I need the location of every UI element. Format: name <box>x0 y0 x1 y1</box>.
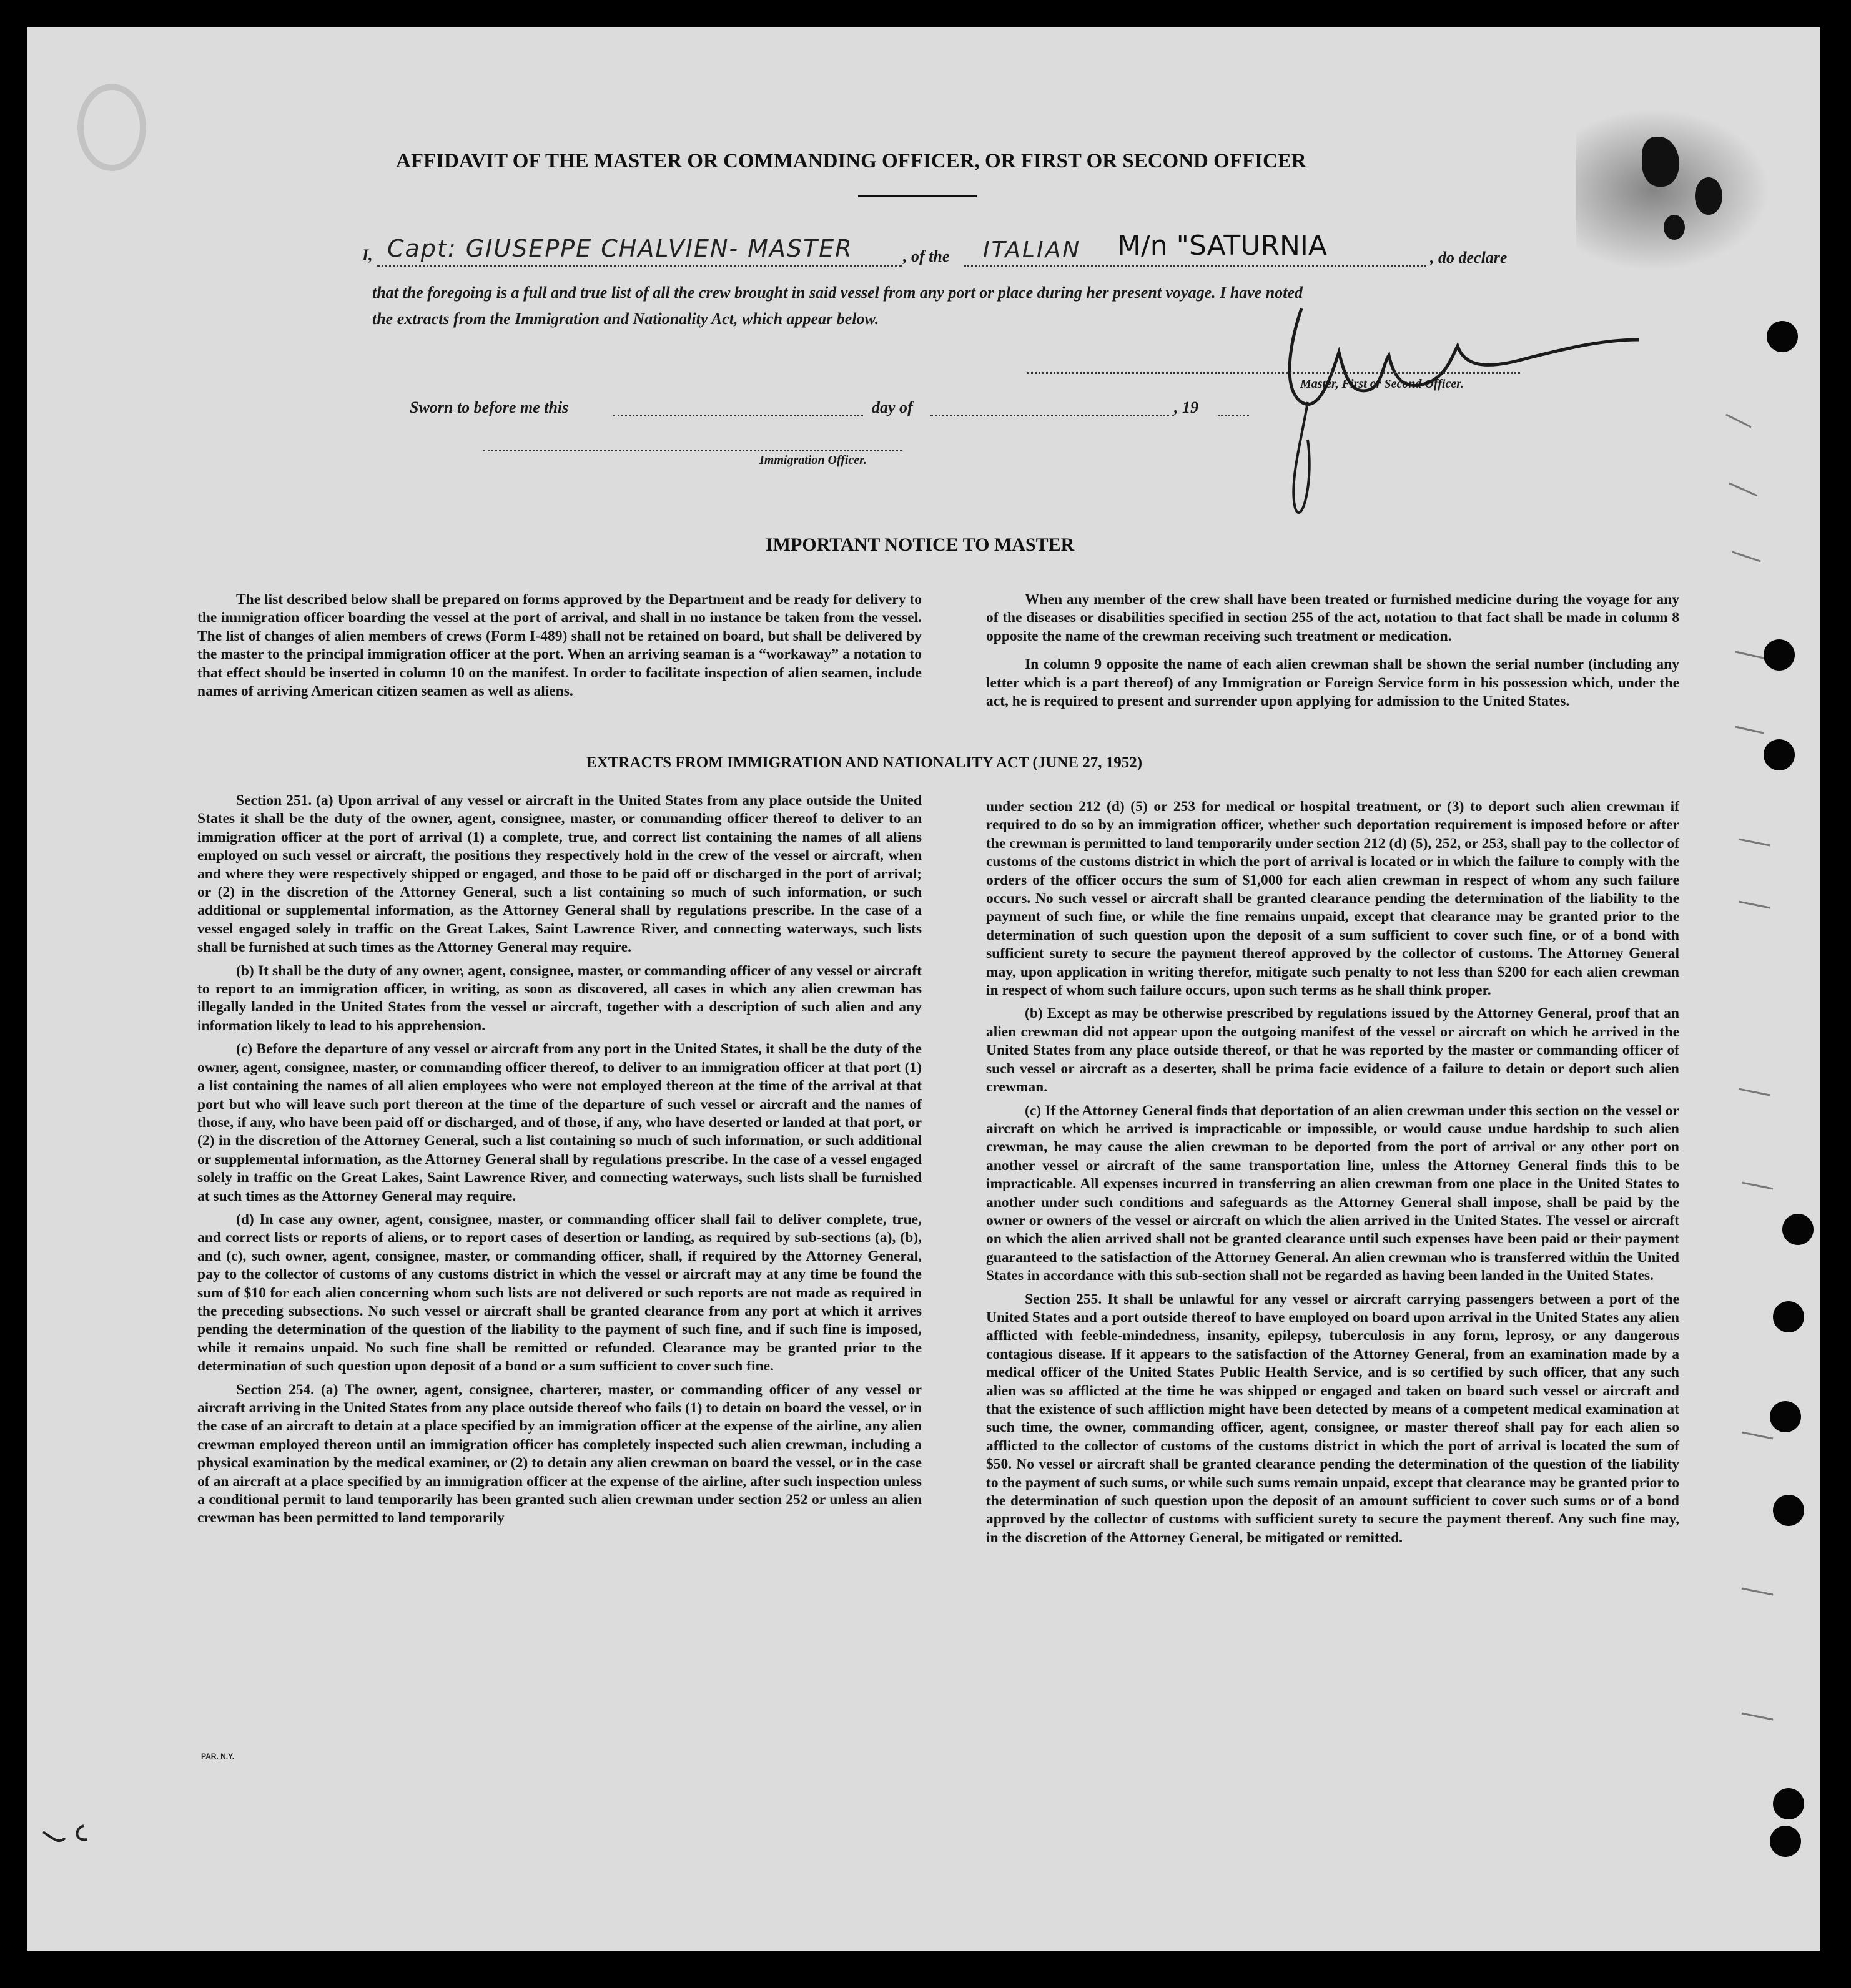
sworn-before-label: Sworn to before me this <box>410 398 569 416</box>
year-prefix: , 19 <box>1174 398 1198 416</box>
extracts-right-column <box>986 798 1679 1552</box>
section-254-b: (b) Except as may be otherwise prescribed by regulations issued by the Attorney General, proof that an alien crewman did not appear upon the outgoing manifest of the vessel or aircraft on which he arrived in the United States from any place outside thereof, or that he was reported by the master or commanding officer of such vessel or aircraft as a deserter, shall be prima facie evidence of a failure to detain or deport such alien crewman. <box>986 1005 1679 1096</box>
section-255: Section 255. It shall be unlawful for any vessel or aircraft carrying passengers between a port of the United States and a port outside thereof to have employed on board upon arrival in the United States any alien afflicted with feeble-mindedness, insanity, epilepsy, tuberculosis in any form, leprosy, or any dangerous contagious disease. If it appears to the satisfaction of the Attorney General, from an examination made by a medical officer of the United States Public Health Service, and is so certified by such officer, that any such alien was so afflicted at the time he was shipped or engaged and taken on board such vessel or aircraft and that the existence of such affliction might have been detected by means of a competent medical examination at such time, the owner, commanding officer, agent, consignee, or master thereof shall pay for each alien so afflicted to the collector of customs of the customs district in which the port of arrival is located the sum of $50. No vessel or aircraft shall be granted clearance pending the determination of the question of the liability to the payment of such sums, or while such sums remain unpaid, except that clearance may be granted prior to the determination of such question upon the deposit of an amount sufficient to cover such sums or of a bond approved by the collector of customs with sufficient surety to secure the payment thereof. Any such fine may, in the discretion of the Attorney General, be mitigated or remitted. <box>986 1291 1679 1546</box>
signature-line <box>1027 372 1520 374</box>
declaration-line-1: that the foregoing is a full and true list of all the crew brought in said vessel from any port or place during her present voyage. I have noted <box>372 283 1303 302</box>
section-251-b: (b) It shall be the duty of any owner, agent, consignee, master, or commanding officer of any vessel or aircraft to report to an immigration officer, in writing, as soon as discovered, all cases in which any alien crewman has illegally landed in the United States from the vessel or aircraft, together with a description of such alien and any information likely to lead to his apprehension. <box>197 962 922 1034</box>
of-the-label: , of the <box>903 247 950 265</box>
i-label: I, <box>362 246 373 264</box>
notice-right-column <box>986 591 1679 716</box>
sworn-month-line <box>930 415 1174 416</box>
vessel-line <box>964 265 1426 267</box>
notice-left-paragraph: The list described below shall be prepared on forms approved by the Department and be ready for delivery to the immigration officer boarding the vessel at the port of arrival, and shall in no instance be taken from the vessel. The list of changes of alien members of crews (Form I-489) shall not be retained on board, but shall be delivered by the master to the principal immigration officer at the port. When an arriving seaman is a “workaway” a notation to that effect should be inserted in column 10 on the manifest. In order to facilitate inspection of alien seamen, include names of arriving American citizen seamen as well as aliens. <box>197 591 922 700</box>
section-251-a: Section 251. (a) Upon arrival of any vessel or aircraft in the United States from any place outside the United States it shall be the duty of the owner, agent, consignee, master, or commanding officer thereof to deliver to an immigration officer at the port of arrival (1) a complete, true, and correct list containing the names of all aliens employed on such vessel or aircraft, the positions they respectively hold in the crew of the vessel or aircraft, when and where they were respectively shipped or engaged, and those to be paid off or discharged in the port of arrival; or (2) in the discretion of the Attorney General, such a list containing so much of such information, or such additional or supplemental information, as the Attorney General shall by regulations prescribe. In the case of a vessel engaged solely in traffic on the Great Lakes, Saint Lawrence River, and connecting waterways, such lists shall be furnished at such times as the Attorney General may require. <box>197 792 922 956</box>
extracts-left-column <box>197 792 922 1533</box>
officer-signature-line <box>483 450 902 451</box>
section-251-d: (d) In case any owner, agent, consignee, master, or commanding officer shall fail to deliver complete, true, and correct lists or reports of aliens, or to report cases of desertion or landing, as required by sub-sections (a), (b), and (c), such owner, agent, consignee, master, or commanding officer, shall, if required by the Attorney General, pay to the collector of customs of any customs district in which the vessel or aircraft may at any time be found the sum of $10 for each alien concerning whom such lists are not delivered or such reports are not made as required in the preceding subsections. No such vessel or aircraft shall be granted clearance from any port at which it arrives pending the determination of the question of the liability to the payment of such fine, and if such fine is imposed, while it remains unpaid. No such fine shall be remitted or refunded. Clearance may be granted prior to the determination of such question upon deposit of a bond or a sum sufficient to cover such fine. <box>197 1211 922 1375</box>
notice-right-paragraph-1: When any member of the crew shall have been treated or furnished medicine during the voyage for any of the diseases or disabilities specified in section 255 of the act, notation to that fact shall be made in column 8 opposite the name of the crewman receiving such treatment or medication. <box>986 591 1679 644</box>
signature-caption: Master, First or Second Officer. <box>1300 377 1464 391</box>
section-254-a-continued: under section 212 (d) (5) or 253 for medical or hospital treatment, or (3) to deport such alien crewman if required to do so by an immigration officer, whether such deportation requirement is imposed before or after the crewman is permitted to land temporarily under section 212 (d) (5), 252, or 253, shall pay to the collector of customs of the customs district in which the port of arrival is located or in which the failure to comply with the orders of the officer occurs the sum of $1,000 for each alien crewman in respect of whom any such failure occurs. No such vessel or aircraft shall be granted clearance pending the determination of the liability to the payment of such fine, or while the fine remains unpaid, except that clearance may be granted prior to the determination of such question upon the deposit of a sum sufficient to cover such fine, or of a bond with sufficient surety to secure the payment thereof approved by the collector of customs. The Attorney General may, upon application in writing therefor, mitigate such penalty to not less than $200 for each alien crewman in respect of whom such failure occurs, upon such terms as he shall think proper. <box>986 799 1679 999</box>
bleed-through-mark <box>77 84 146 171</box>
document-page <box>27 27 1820 1951</box>
do-declare-label: , do declare <box>1430 248 1508 267</box>
ink-stain <box>1576 109 1770 271</box>
edge-tick-marks <box>1714 402 1789 1901</box>
vessel-handwritten: M/n "SATURNIA <box>1117 230 1327 262</box>
master-name-line <box>377 265 902 267</box>
notice-left-column <box>197 591 922 706</box>
title-rule <box>858 195 977 197</box>
ink-blot <box>1664 215 1685 240</box>
declaration-line-2: the extracts from the Immigration and Nationality Act, which appear below. <box>372 310 879 328</box>
nationality-handwritten: ITALIAN <box>983 237 1082 263</box>
section-254-a: Section 254. (a) The owner, agent, consignee, charterer, master, or commanding officer of any vessel or aircraft arriving in the United States from any place outside thereof who fails (1) to detain on board the vessel, or in the case of an aircraft to detain at a place specified by an immigration officer at the expense of the airline, any alien crewman employed thereon until an immigration officer has completely inspected such alien crewman, including a physical examination by the medical examiner, or (2) to detain any alien crewman on board the vessel, or in the case of an aircraft at a place specified by an immigration officer at the expense of the airline, after such inspection unless a conditional permit to land temporarily has been granted such alien crewman under section 252 or unless an alien crewman has been permitted to land temporarily <box>197 1381 922 1527</box>
section-254-c: (c) If the Attorney General finds that deportation of an alien crewman under this section on the vessel or aircraft on which he arrived is impracticable or impossible, or would cause undue hardship to such alien crewman, he may cause the alien crewman to be deported from the port of arrival or any other port on another vessel or aircraft of the same transportation line, unless the Attorney General finds this to be impracticable. All expenses incurred in transferring an alien crewman from one place in the United States to another under such conditions and safeguards as the Attorney General shall impose, shall be paid by the owner or owners of the vessel or aircraft on which the alien arrived in the United States. The vessel or aircraft on which the alien arrived shall not be granted clearance until such expenses have been paid or their payment guaranteed to the satisfaction of the Attorney General. An alien crewman who is transferred within the United States in accordance with this sub-section shall not be regarded as having been landed in the United States. <box>986 1102 1679 1284</box>
master-name-handwritten: Capt: GIUSEPPE CHALVIEN- MASTER <box>387 235 853 262</box>
pen-mark <box>40 1813 96 1857</box>
ink-blot <box>1695 177 1722 215</box>
notice-title: IMPORTANT NOTICE TO MASTER <box>766 534 1075 555</box>
sworn-year-line <box>1218 415 1249 416</box>
notice-right-paragraph-2: In column 9 opposite the name of each alien crewman shall be shown the serial number (including any letter which is a part thereof) of any Immigration or Foreign Service form in his possession which, under the act, he is required to present and surrender upon applying for admission to the United States. <box>986 656 1679 710</box>
binder-hole <box>1767 321 1798 352</box>
officer-caption: Immigration Officer. <box>759 453 867 467</box>
day-of-label: day of <box>872 398 913 416</box>
sworn-date-line <box>613 415 863 416</box>
section-251-c: (c) Before the departure of any vessel or aircraft from any port in the United States, it shall be the duty of the owner, agent, consignee, master, or commanding officer thereof, to deliver to an immigration officer at that port (1) a list containing the names of all alien employees who were not employed thereon at the time of the arrival at that port but who will leave such port thereon at the time of the departure of such vessel or aircraft and the names of those, if any, who have been paid off or discharged, and of those, if any, who have deserted or landed at that port, or (2) in the discretion of the Attorney General, such a list containing so much of such information, or such additional or supplemental information, as the Attorney General shall by regulations prescribe. In the case of a vessel engaged solely in traffic on the Great Lakes, Saint Lawrence River, and connecting waterways, such lists shall be furnished at such times as the Attorney General may require. <box>197 1041 922 1204</box>
printer-mark: PAR. N.Y. <box>201 1752 235 1761</box>
affidavit-title: AFFIDAVIT OF THE MASTER OR COMMANDING OFFICER, OR FIRST OR SECOND OFFICER <box>396 150 1306 172</box>
extracts-title: EXTRACTS FROM IMMIGRATION AND NATIONALITY ACT (JUNE 27, 1952) <box>586 754 1143 771</box>
master-signature <box>1264 296 1651 533</box>
